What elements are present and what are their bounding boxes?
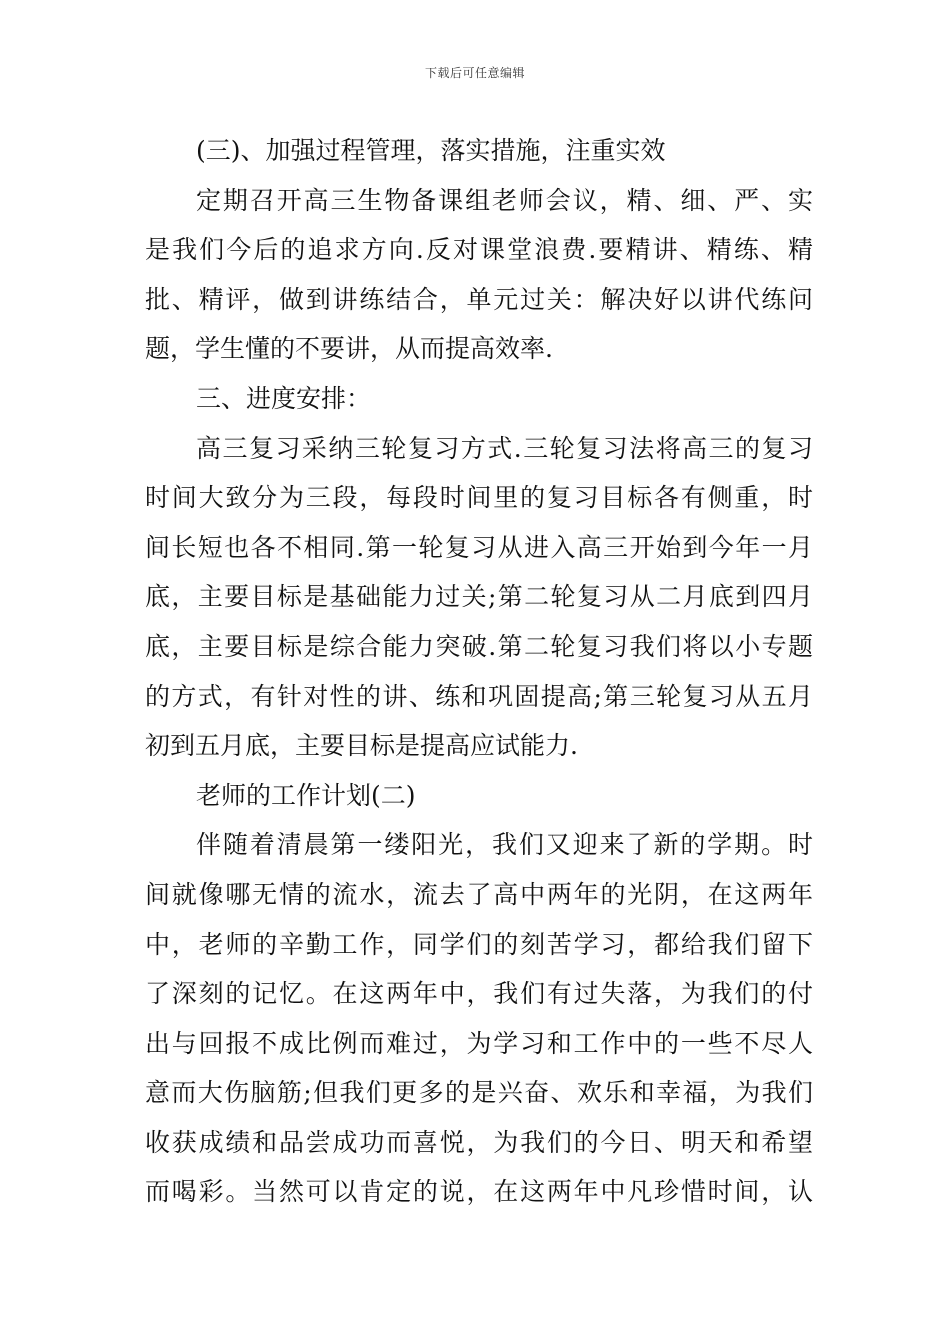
text-line: 底，主要目标是综合能力突破.第二轮复习我们将以小专题: [145, 631, 813, 661]
text-line: 是我们今后的追求方向.反对课堂浪费.要精讲、精练、精: [145, 235, 813, 265]
text-line: 出与回报不成比例而难过，为学习和工作中的一些不尽人: [145, 1028, 813, 1058]
text-line: 而喝彩。当然可以肯定的说，在这两年中凡珍惜时间，认: [145, 1177, 813, 1207]
text-line: 中，老师的辛勤工作，同学们的刻苦学习，都给我们留下: [145, 929, 813, 959]
text-line: 时间大致分为三段，每段时间里的复习目标各有侧重，时: [145, 483, 813, 513]
text-line: (三)、加强过程管理，落实措施，注重实效: [196, 136, 666, 165]
text-line: 老师的工作计划(二): [196, 780, 416, 810]
text-line: 初到五月底，主要目标是提高应试能力.: [145, 731, 578, 761]
text-line: 间就像哪无情的流水，流去了高中两年的光阴，在这两年: [145, 879, 813, 909]
text-line: 意而大伤脑筋;但我们更多的是兴奋、欢乐和幸福，为我们: [145, 1078, 813, 1108]
text-line: 间长短也各不相同.第一轮复习从进入高三开始到今年一月: [145, 532, 813, 562]
text-line: 伴随着清晨第一缕阳光，我们又迎来了新的学期。时: [196, 830, 813, 860]
header-note: 下载后可任意编辑: [424, 66, 525, 80]
text-line: 高三复习采纳三轮复习方式.三轮复习法将高三的复习: [196, 433, 813, 463]
text-line: 底，主要目标是基础能力过关;第二轮复习从二月底到四月: [145, 582, 813, 612]
document-body: [145, 126, 813, 1217]
text-line: 三、进度安排：: [196, 383, 372, 413]
text-line: 收获成绩和品尝成功而喜悦，为我们的今日、明天和希望: [145, 1127, 813, 1157]
text-line: 批、精评，做到讲练结合，单元过关：解决好以讲代练问: [145, 284, 813, 314]
text-line: 的方式，有针对性的讲、练和巩固提高;第三轮复习从五月: [145, 681, 813, 711]
text-line: 定期召开高三生物备课组老师会议，精、细、严、实: [196, 185, 813, 215]
text-line: 了深刻的记忆。在这两年中，我们有过失落，为我们的付: [145, 979, 813, 1009]
text-line: 题，学生懂的不要讲，从而提高效率.: [145, 334, 553, 364]
